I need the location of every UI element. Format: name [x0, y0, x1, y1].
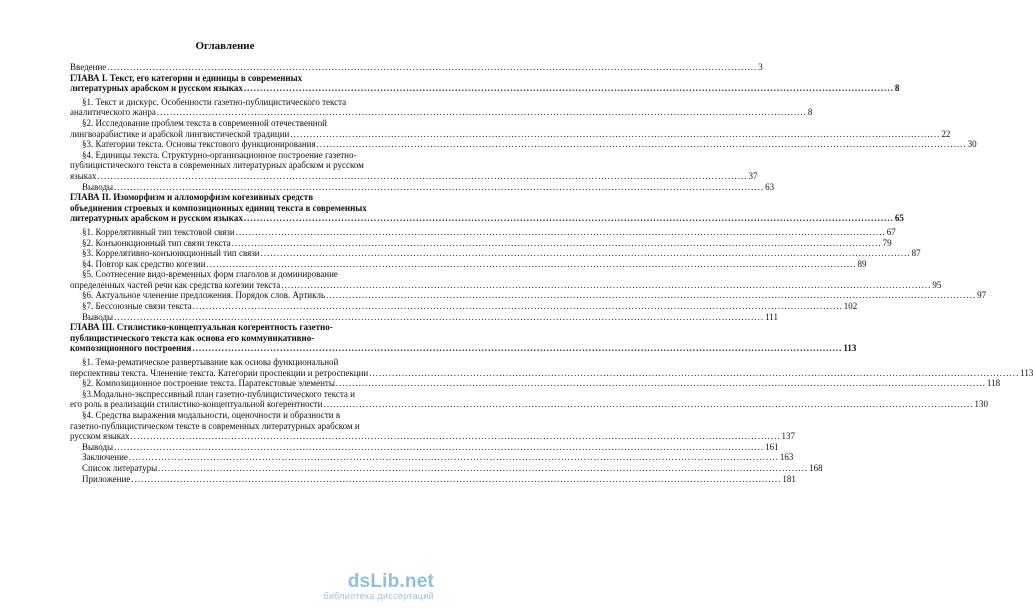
dot-leader: ........................................................................................................................................................................................................ — [114, 181, 765, 192]
toc-entry-text: Список литературы — [82, 462, 158, 473]
toc-entry-text: русском языках — [70, 431, 130, 442]
dot-leader: ........................................................................................................................................................................................................ — [323, 399, 974, 410]
toc-entry — [70, 311, 778, 323]
toc-entry — [70, 139, 977, 150]
toc-entry — [70, 226, 896, 238]
dot-leader: ........................................................................................................................................................................................................ — [243, 83, 894, 94]
dot-leader: ........................................................................................................................................................................................................ — [235, 226, 886, 237]
toc-entry-text: §1. Текст и дискурс. Особенности газетно-публицистического текста — [82, 96, 347, 107]
toc-entry-text: языках — [70, 170, 97, 181]
dot-leader: ........................................................................................................................................................................................................ — [107, 62, 758, 72]
toc-entry-text: ГЛАВА I. Текст, его категории и единицы в современных — [70, 72, 303, 83]
dot-leader: ........................................................................................................................................................................................................ — [231, 237, 882, 248]
dot-leader: ........................................................................................................................................................................................................ — [281, 279, 932, 290]
dot-leader: ........................................................................................................................................................................................................ — [192, 343, 843, 354]
toc-entry — [70, 248, 921, 259]
toc-page-number: 22 — [941, 128, 951, 139]
toc-entry — [70, 441, 779, 453]
toc-entry-text: его роль в реализации стилистико-концептуальной когерентности — [70, 399, 323, 410]
toc-entry-text: §5. Соотнесение видо-временных форм глаголов и доминирование — [82, 269, 338, 280]
toc-entry-text: объединения строевых и композиционных единиц текста в современных — [70, 202, 367, 213]
watermark-subtitle: библиотека диссертаций — [323, 591, 434, 601]
toc-entry — [70, 378, 1001, 389]
toc-entry-text: публицистического текста в современных литературных арабском и русском — [70, 160, 364, 171]
toc-chapter — [70, 322, 857, 354]
toc-entry-text: газетно-публицистическом тексте в современных литературных арабском и — [70, 420, 360, 431]
toc-entry — [70, 149, 758, 182]
dot-leader: ........................................................................................................................................................................................................ — [260, 248, 911, 259]
dot-leader: ........................................................................................................................................................................................................ — [131, 473, 782, 484]
toc-entry — [70, 388, 989, 410]
toc-page-number: 163 — [779, 452, 794, 463]
watermark — [323, 571, 434, 601]
dot-leader: ........................................................................................................................................................................................................ — [206, 258, 857, 269]
toc-chapter — [70, 72, 900, 94]
toc-page-number: 3 — [758, 62, 763, 72]
toc-entry-text: публицистического текста как основа его коммуникативно- — [70, 332, 315, 343]
toc-page-number: 137 — [781, 431, 796, 442]
toc-entry — [70, 473, 796, 485]
toc-entry-text: §2. Исследование проблем текста в современной отечественной — [82, 117, 327, 128]
toc-page-number: 30 — [967, 139, 977, 150]
toc-entry-text: определенных частей речи как средства когезии текста — [70, 279, 281, 290]
toc-entry-text: перспективы текста. Членение текста. Категории проспекции и ретроспекции — [70, 367, 369, 378]
toc-entry-text: Введение — [70, 62, 107, 72]
dot-leader: ........................................................................................................................................................................................................ — [128, 452, 779, 463]
toc-entry-text: ГЛАВА III. Стилистико-концептуальная когерентность газетно- — [70, 322, 333, 333]
toc-page-number: 168 — [809, 462, 823, 473]
toc-page-number: 97 — [977, 290, 987, 301]
toc-page-number: 8 — [807, 107, 813, 118]
toc-page-number: 67 — [886, 226, 896, 237]
toc-page-number: 79 — [882, 237, 892, 248]
toc-entry-text: литературных арабском и русском языках — [70, 213, 243, 224]
dot-leader: ........................................................................................................................................................................................................ — [192, 301, 843, 312]
toc-entry — [70, 62, 763, 73]
toc-entry-text: аналитического жанра — [70, 107, 156, 118]
toc-page-number: 95 — [932, 279, 942, 290]
toc-entry-text: Выводы — [82, 441, 114, 452]
toc-page-number: 118 — [986, 378, 1001, 389]
toc-entry-text: §4. Единицы текста. Структурно-организационное построение газетно- — [82, 149, 357, 160]
toc-entry-text: §7. Бессоюзные связи текста — [82, 301, 192, 312]
dot-leader: ........................................................................................................................................................................................................ — [369, 367, 1020, 378]
toc-entry-text: §2. Конъюнкционный тип связи текста — [82, 237, 231, 248]
watermark-logo: dsLib.net — [347, 571, 434, 592]
toc-page-number: 65 — [894, 213, 904, 224]
toc-entry — [70, 181, 775, 193]
dot-leader: ........................................................................................................................................................................................................ — [114, 441, 765, 452]
toc-entry-text: §1. Тема-рематическое развертывание как основа функциональной — [82, 357, 339, 368]
toc-chapter — [70, 192, 904, 224]
toc-page-number: 113 — [1020, 367, 1033, 378]
dot-leader: ........................................................................................................................................................................................................ — [114, 311, 765, 322]
toc-page-number: 113 — [843, 343, 857, 354]
toc-page-number: 63 — [765, 181, 775, 192]
toc-entry — [70, 96, 813, 118]
dot-leader: ........................................................................................................................................................................................................ — [158, 462, 809, 473]
toc-entry-text: лингвоарабистике и арабской лингвистической традиции — [70, 128, 290, 139]
toc-entry-text: литературных арабском и русском языках — [70, 83, 243, 94]
toc-page-number: 8 — [894, 83, 900, 94]
toc-page-number: 89 — [857, 258, 867, 269]
toc-entry-text: §4. Повтор как средство когезии — [82, 258, 206, 269]
toc-entry — [70, 117, 951, 139]
table-of-contents — [70, 62, 1033, 484]
dot-leader: ........................................................................................................................................................................................................ — [335, 378, 986, 389]
toc-entry — [70, 410, 796, 442]
toc-entry-text: §2. Композиционное построение текста. Паратекстовые элементы — [82, 378, 335, 389]
toc-entry-text: §3. Категории текста. Основы текстового функционирования — [82, 139, 316, 150]
toc-entry — [70, 237, 892, 249]
dot-leader: ........................................................................................................................................................................................................ — [243, 213, 894, 224]
toc-page-number: 130 — [974, 399, 989, 410]
toc-page-number: 102 — [843, 301, 858, 312]
toc-entry-text: Выводы — [82, 181, 114, 192]
toc-entry — [70, 301, 858, 312]
toc-entry-text: ГЛАВА II. Изоморфизм и алломорфизм когезивных средств — [70, 192, 314, 203]
toc-entry-text: Приложение — [82, 473, 131, 484]
dot-leader: ........................................................................................................................................................................................................ — [290, 128, 941, 139]
toc-entry-text: §3.Модально-экспрессивный план газетно-публицистического текста и — [82, 388, 355, 399]
toc-entry — [70, 290, 987, 301]
toc-entry-text: §4. Средства выражения модальности, оценочности и образности в — [82, 410, 341, 420]
toc-page-number: 37 — [748, 170, 758, 181]
dot-leader: ........................................................................................................................................................................................................ — [130, 431, 781, 442]
toc-entry — [70, 452, 794, 463]
toc-page-number: 181 — [782, 473, 796, 484]
toc-entry — [70, 258, 867, 270]
page-title: Оглавление — [195, 40, 255, 52]
toc-page-number: 161 — [765, 441, 779, 452]
toc-entry-text: композиционного построения — [70, 343, 192, 354]
toc-entry-text: Выводы — [82, 311, 114, 322]
dot-leader: ........................................................................................................................................................................................................ — [326, 290, 977, 301]
dot-leader: ........................................................................................................................................................................................................ — [97, 170, 748, 181]
toc-entry-text: Заключение — [82, 452, 128, 463]
toc-page-number: 111 — [765, 311, 778, 322]
toc-entry-text: §3. Коррелятивно-конъюнкционный тип связи — [82, 248, 260, 259]
toc-entry-text: §1. Коррелятивный тип текстовой связи — [82, 226, 235, 237]
toc-page-number: 87 — [911, 248, 921, 259]
toc-entry — [70, 269, 942, 290]
toc-entry-text: §6. Актуальное членение предложения. Порядок слов. Артикль — [82, 290, 326, 301]
toc-entry — [70, 357, 1033, 378]
toc-entry — [70, 462, 823, 474]
dot-leader: ........................................................................................................................................................................................................ — [316, 139, 967, 150]
dot-leader: ........................................................................................................................................................................................................ — [156, 107, 807, 118]
